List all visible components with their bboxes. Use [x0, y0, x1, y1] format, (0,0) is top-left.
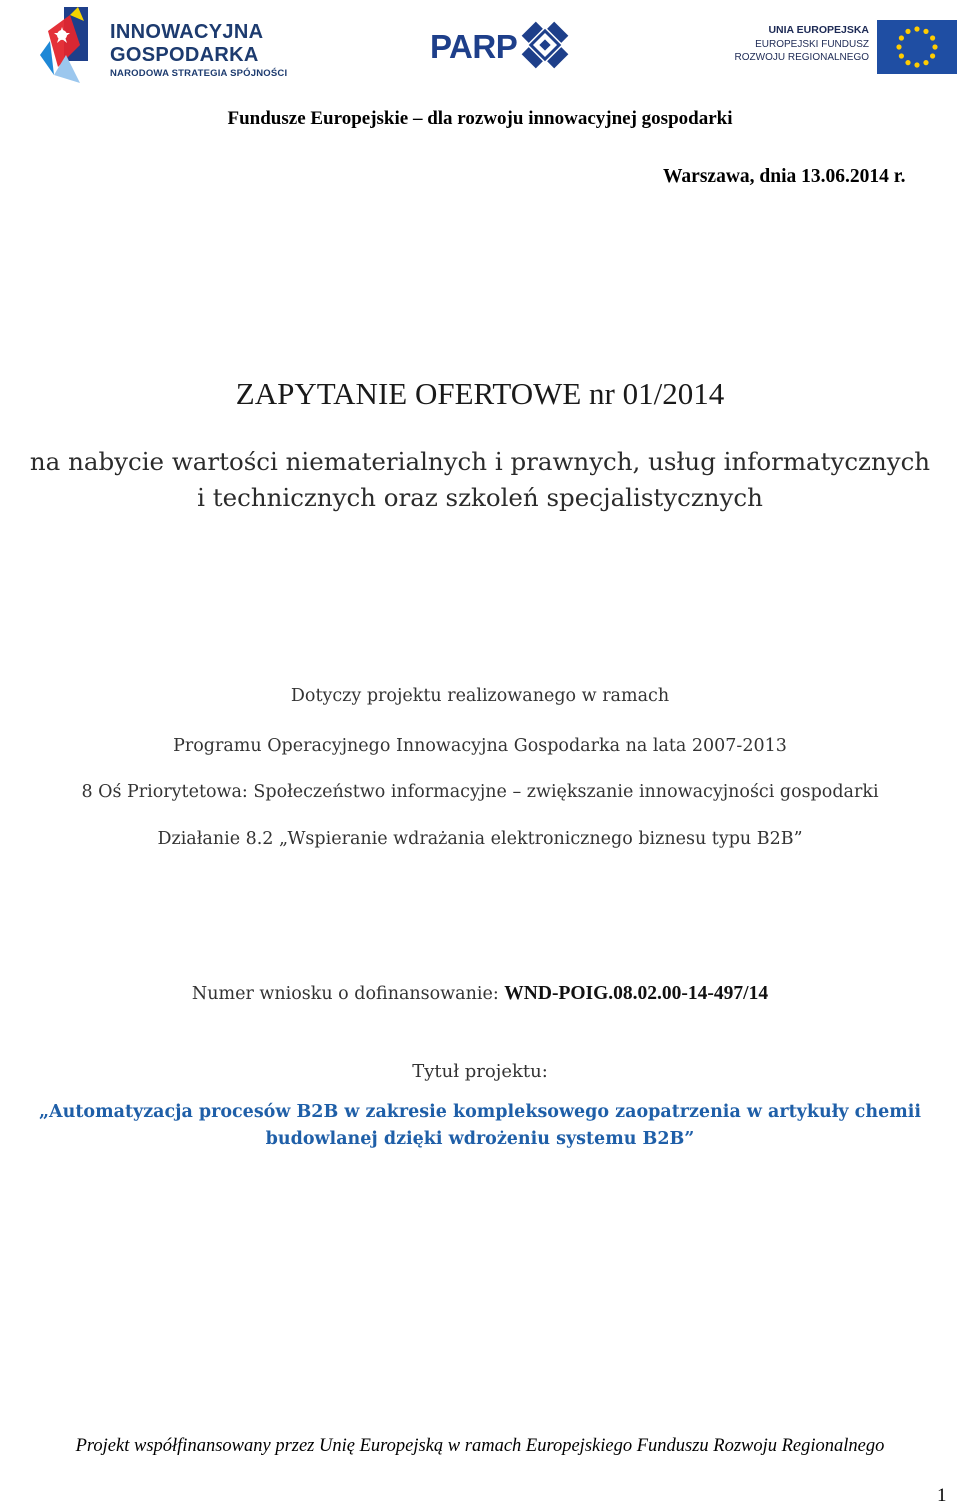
priority-axis: 8 Oś Priorytetowa: Społeczeństwo informacyjne – zwiększanie innowacyjności gospodarki [81, 782, 879, 802]
page-title: ZAPYTANIE OFERTOWE nr 01/2014 [235, 376, 725, 411]
subtitle-line2: i technicznych oraz szkoleń specjalistycznych [197, 483, 763, 512]
parp-emblem-icon [516, 16, 574, 74]
innowacyjna-gospodarka-emblem-icon [40, 5, 110, 85]
eu-logo-line3: ROZWOJU REGIONALNEGO [734, 52, 869, 63]
cofinancing-footer: Projekt współfinansowany przez Unię Europejską w ramach Europejskiego Funduszu Rozwoju Regionalnego [75, 1436, 885, 1456]
measure: Działanie 8.2 „Wspieranie wdrażania elektronicznego biznesu typu B2B” [157, 829, 803, 849]
project-title-label: Tytuł projektu: [412, 1061, 548, 1082]
subtitle-line1: na nabycie wartości niematerialnych i prawnych, usług informatycznych [29, 447, 931, 476]
page-number: 1 [937, 1485, 947, 1506]
project-title-line1: „Automatyzacja procesów B2B w zakresie kompleksowego zaopatrzenia w artykuły chemii [38, 1102, 922, 1122]
program-name: Programu Operacyjnego Innowacyjna Gospodarka na lata 2007-2013 [173, 736, 787, 756]
logo-ig-line2: GOSPODARKA [110, 44, 259, 66]
logo-ig-line3: NARODOWA STRATEGIA SPÓJNOŚCI [110, 68, 288, 79]
eu-logo-line2: EUROPEJSKI FUNDUSZ [755, 39, 869, 50]
program-intro: Dotyczy projektu realizowanego w ramach [290, 686, 670, 706]
application-number-value: WND-POIG.08.02.00-14-497/14 [504, 983, 769, 1004]
project-title-line2: budowlanej dzięki wdrożeniu systemu B2B” [265, 1129, 695, 1149]
parp-logo [430, 16, 575, 76]
eu-logo-line1: UNIA EUROPEJSKA [768, 24, 869, 36]
funds-motto: Fundusze Europejskie – dla rozwoju innowacyjnej gospodarki [227, 108, 733, 129]
parp-logo-text: PARP [430, 28, 518, 65]
application-number-label: Numer wniosku o dofinansowanie: [191, 984, 505, 1004]
application-number-line [0, 983, 960, 1005]
innowacyjna-gospodarka-logo [40, 5, 290, 85]
logo-ig-line1: INNOWACYJNA [110, 21, 264, 43]
eu-flag-icon [877, 20, 957, 74]
eu-logo [733, 20, 958, 75]
document-date: Warszawa, dnia 13.06.2014 r. [663, 166, 906, 187]
